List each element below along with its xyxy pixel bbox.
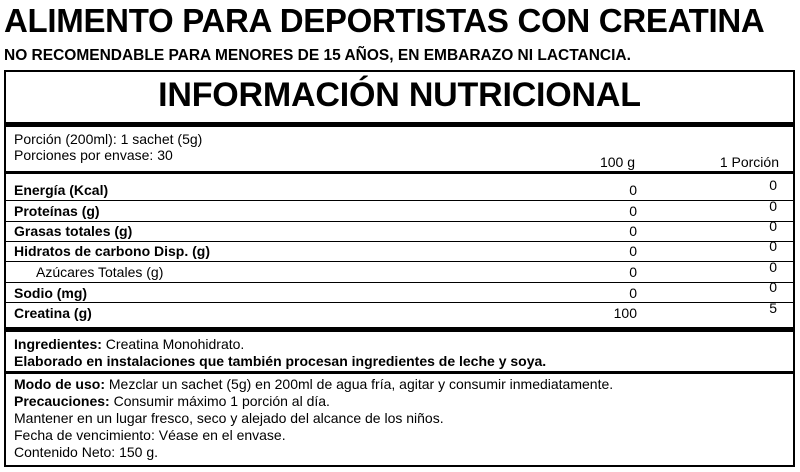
row-value-100g: 0 [629, 285, 637, 301]
precautions-label: Precauciones: [14, 393, 110, 409]
row-divider [6, 221, 793, 222]
ingredients-label: Ingredientes: [14, 336, 102, 352]
row-label-protein: Proteínas (g) [14, 203, 100, 219]
row-value-100g: 0 [629, 203, 637, 219]
divider [6, 171, 793, 174]
column-header-100g: 100 g [599, 154, 635, 170]
row-value-portion: 0 [769, 238, 777, 254]
usage-line [14, 376, 613, 392]
divider [6, 327, 793, 332]
age-warning: NO RECOMENDABLE PARA MENORES DE 15 AÑOS, EN EMBARAZO NI LACTANCIA. [4, 47, 631, 64]
row-label-total-fat: Grasas totales (g) [14, 223, 133, 239]
row-value-100g: 0 [629, 264, 637, 280]
row-value-100g: 0 [629, 243, 637, 259]
row-label-carbohydrates: Hidratos de carbono Disp. (g) [14, 243, 211, 259]
row-divider [6, 302, 793, 303]
ingredients-line [14, 336, 244, 352]
usage-label: Modo de uso: [14, 376, 105, 392]
row-label-energy: Energía (Kcal) [14, 182, 109, 198]
row-label-creatine: Creatina (g) [14, 305, 92, 321]
usage-text: Mezclar un sachet (5g) en 200ml de agua fría, agitar y consumir inmediatamente. [105, 376, 614, 392]
row-value-portion: 5 [769, 300, 777, 316]
row-value-100g: 100 [613, 305, 637, 321]
row-value-portion: 0 [769, 177, 777, 193]
servings-per-container: Porciones por envase: 30 [14, 147, 173, 163]
precautions-line [14, 393, 330, 409]
panel-title: INFORMACIÓN NUTRICIONAL [158, 76, 641, 114]
row-value-100g: 0 [629, 182, 637, 198]
row-label-total-sugars: Azúcares Totales (g) [36, 264, 164, 280]
row-label-sodium: Sodio (mg) [14, 285, 88, 301]
expiry-note: Fecha de vencimiento: Véase en el envase. [14, 427, 286, 443]
row-divider [6, 241, 793, 242]
serving-size: Porción (200ml): 1 sachet (5g) [14, 131, 203, 147]
allergen-note: Elaborado en instalaciones que también procesan ingredientes de leche y soya. [14, 353, 547, 369]
row-value-100g: 0 [629, 223, 637, 239]
nutrition-panel [4, 70, 795, 467]
precautions-text: Consumir máximo 1 porción al día. [109, 393, 330, 409]
column-header-portion: 1 Porción [719, 154, 779, 170]
row-divider [6, 282, 793, 283]
net-content: Contenido Neto: 150 g. [14, 444, 158, 460]
product-title: ALIMENTO PARA DEPORTISTAS CON CREATINA [4, 2, 765, 39]
divider [6, 371, 793, 374]
row-value-portion: 0 [769, 259, 777, 275]
ingredients-text: Creatina Monohidrato. [101, 336, 245, 352]
row-divider [6, 261, 793, 262]
divider [6, 122, 793, 127]
row-value-portion: 0 [769, 218, 777, 234]
row-divider [6, 200, 793, 201]
row-value-portion: 0 [769, 198, 777, 214]
row-value-portion: 0 [769, 279, 777, 295]
storage-note: Mantener en un lugar fresco, seco y alejado del alcance de los niños. [14, 410, 444, 426]
